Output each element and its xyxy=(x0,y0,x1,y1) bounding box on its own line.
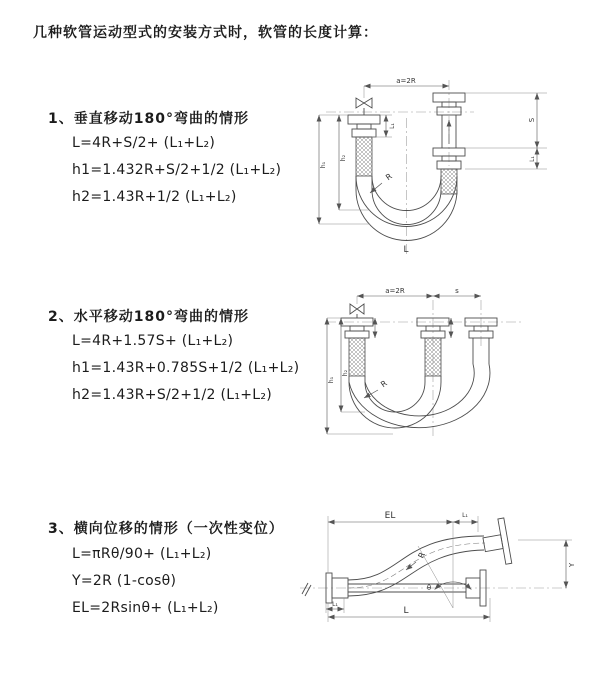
braid-section xyxy=(349,338,365,376)
height2-label: h₂ xyxy=(342,369,349,377)
radius-label: R xyxy=(384,171,394,183)
section3-formula-Y: Y=2R (1-cosθ) xyxy=(72,573,177,589)
valve-icon xyxy=(356,86,372,115)
section2-formula-h1: h1=1.43R+0.785S+1/2 (L₁+L₂) xyxy=(72,360,300,376)
page-title: 几种软管运动型式的安装方式时，软管的长度计算： xyxy=(33,25,378,41)
section1-heading: 1、垂直移动180°弯曲的情形 xyxy=(48,111,249,127)
stroke-label: S xyxy=(528,117,536,123)
section1-formula-L: L=4R+S/2+ (L₁+L₂) xyxy=(72,135,216,151)
dimension-stroke xyxy=(465,93,547,148)
dimension-fitting-top xyxy=(453,512,478,532)
fitting-label: L₁ xyxy=(529,156,536,162)
section1-formula-h1: h1=1.432R+S/2+1/2 (L₁+L₂) xyxy=(72,162,282,178)
span-label: a=2R xyxy=(396,77,416,85)
stroke-label: s xyxy=(455,287,459,295)
section3-formula-EL: EL=2Rsinθ+ (L₁+L₂) xyxy=(72,600,219,616)
fitting-label: L₁ xyxy=(389,123,396,129)
radius-callout xyxy=(370,171,394,193)
dimension-el xyxy=(328,511,453,573)
length-label: L xyxy=(403,245,409,255)
fitting-label: L₁ xyxy=(332,601,338,608)
axis-break-icon xyxy=(302,583,311,596)
offset-label: Y xyxy=(568,562,576,568)
diagram-lateral-displacement xyxy=(298,506,592,654)
right-fitting-displaced xyxy=(480,518,512,567)
height2-label: h₂ xyxy=(340,154,347,162)
braid-section xyxy=(356,137,372,176)
left-fitting xyxy=(341,318,373,376)
radius-label: R xyxy=(416,550,427,560)
span-label: a=2R xyxy=(385,287,405,295)
length-label: L xyxy=(403,606,409,616)
fitting-label: L₁ xyxy=(462,512,468,519)
radius-label: R xyxy=(379,378,389,390)
diagram-horizontal-180-bend xyxy=(318,286,590,452)
angle-label: θ xyxy=(426,584,432,592)
section2-heading: 2、水平移动180°弯曲的情形 xyxy=(48,309,249,325)
dimension-length xyxy=(328,598,490,622)
section2-formula-h2: h2=1.43R+S/2+1/2 (L₁+L₂) xyxy=(72,387,273,403)
section3-formula-L: L=πRθ/90+ (L₁+L₂) xyxy=(72,546,212,562)
dimension-span xyxy=(364,77,449,86)
height1-label: h₁ xyxy=(328,376,335,384)
dimension-offset-y xyxy=(518,540,576,588)
dimension-span xyxy=(357,287,481,304)
section2-formula-L: L=4R+1.57S+ (L₁+L₂) xyxy=(72,333,234,349)
el-label: EL xyxy=(384,511,396,521)
hose-arcs xyxy=(349,364,490,428)
hose-displaced-position xyxy=(348,536,485,596)
centerlines xyxy=(326,80,474,254)
section3-heading: 3、横向位移的情形（一次性变位） xyxy=(48,521,284,537)
height1-label: h₁ xyxy=(320,161,327,169)
valve-icon xyxy=(350,304,364,318)
section1-formula-h2: h2=1.43R+1/2 (L₁+L₂) xyxy=(72,189,237,205)
diagram-vertical-180-bend xyxy=(312,66,584,260)
dimension-fitting-right xyxy=(465,148,547,169)
left-fitting xyxy=(348,115,380,176)
braid-section xyxy=(441,169,457,194)
braid-section xyxy=(425,338,441,376)
dimension-fitting-bottom xyxy=(326,598,344,613)
